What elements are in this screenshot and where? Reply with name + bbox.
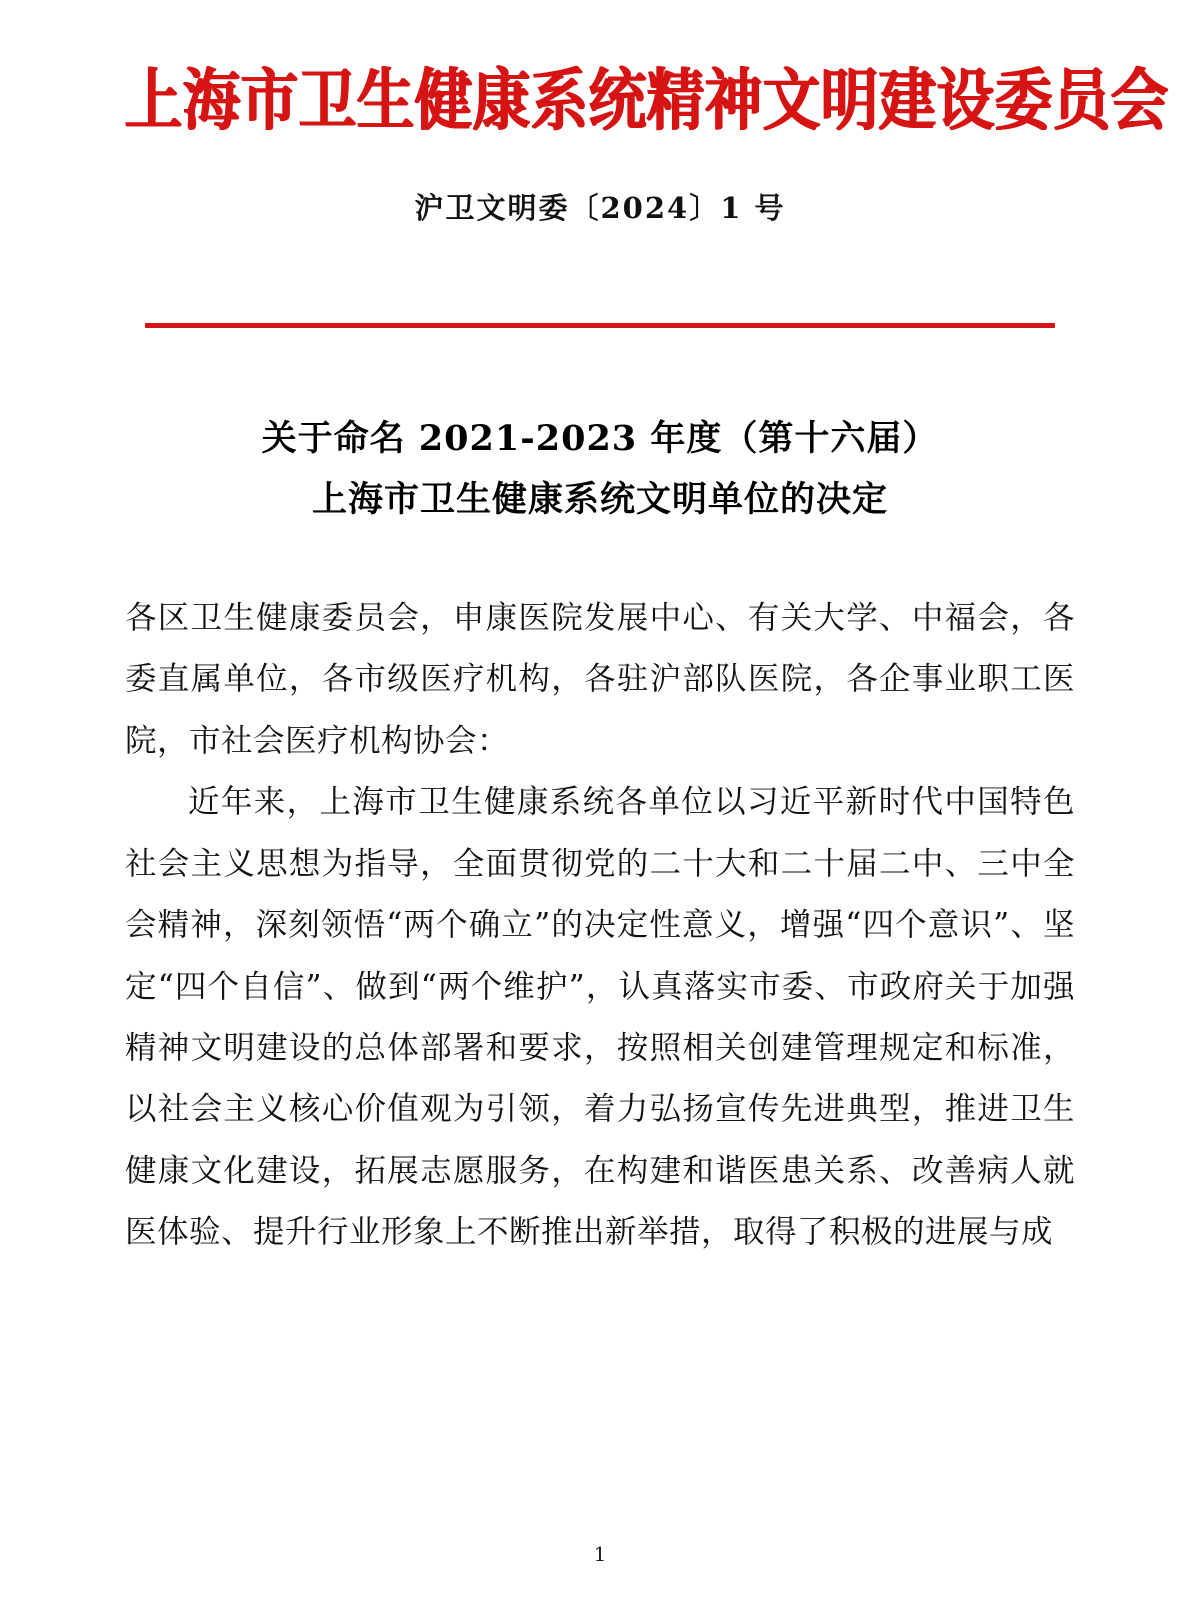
document-number: 沪卫文明委〔2024〕1 号	[414, 190, 786, 225]
masthead-title: 上海市卫生健康系统精神文明建设委员会	[125, 60, 1169, 140]
page-number: 1	[593, 1542, 607, 1566]
document-title	[125, 408, 1075, 531]
red-divider-line	[145, 323, 1055, 328]
red-rule-container	[125, 323, 1075, 328]
document-title-line-2: 上海市卫生健康系统文明单位的决定	[311, 478, 888, 520]
document-body	[125, 588, 1075, 1264]
document-title-line-1: 关于命名 2021-2023 年度（第十六届）	[261, 417, 939, 459]
masthead	[125, 0, 1169, 140]
body-paragraph-1: 近年来，上海市卫生健康系统各单位以习近平新时代中国特色社会主义思想为指导，全面贯彻党的二十大和二十届二中、三中全会精神，深刻领悟“两个确立”的决定性意义，增强“四个意识”、坚定“四个自信”、做到“两个维护”，认真落实市委、市政府关于加强精神文明建设的总体部署和要求，按照相关创建管理规定和标准，以社会主义核心价值观为引领，着力弘扬宣传先进典型，推进卫生健康文化建设，拓展志愿服务，在构建和谐医患关系、改善病人就医体验、提升行业形象上不断推出新举措，取得了积极的进展与成	[125, 784, 1075, 1251]
addressee-paragraph: 各区卫生健康委员会，申康医院发展中心、有关大学、中福会，各委直属单位，各市级医疗机构，各驻沪部队医院，各企事业职工医院，市社会医疗机构协会：	[125, 600, 1075, 759]
